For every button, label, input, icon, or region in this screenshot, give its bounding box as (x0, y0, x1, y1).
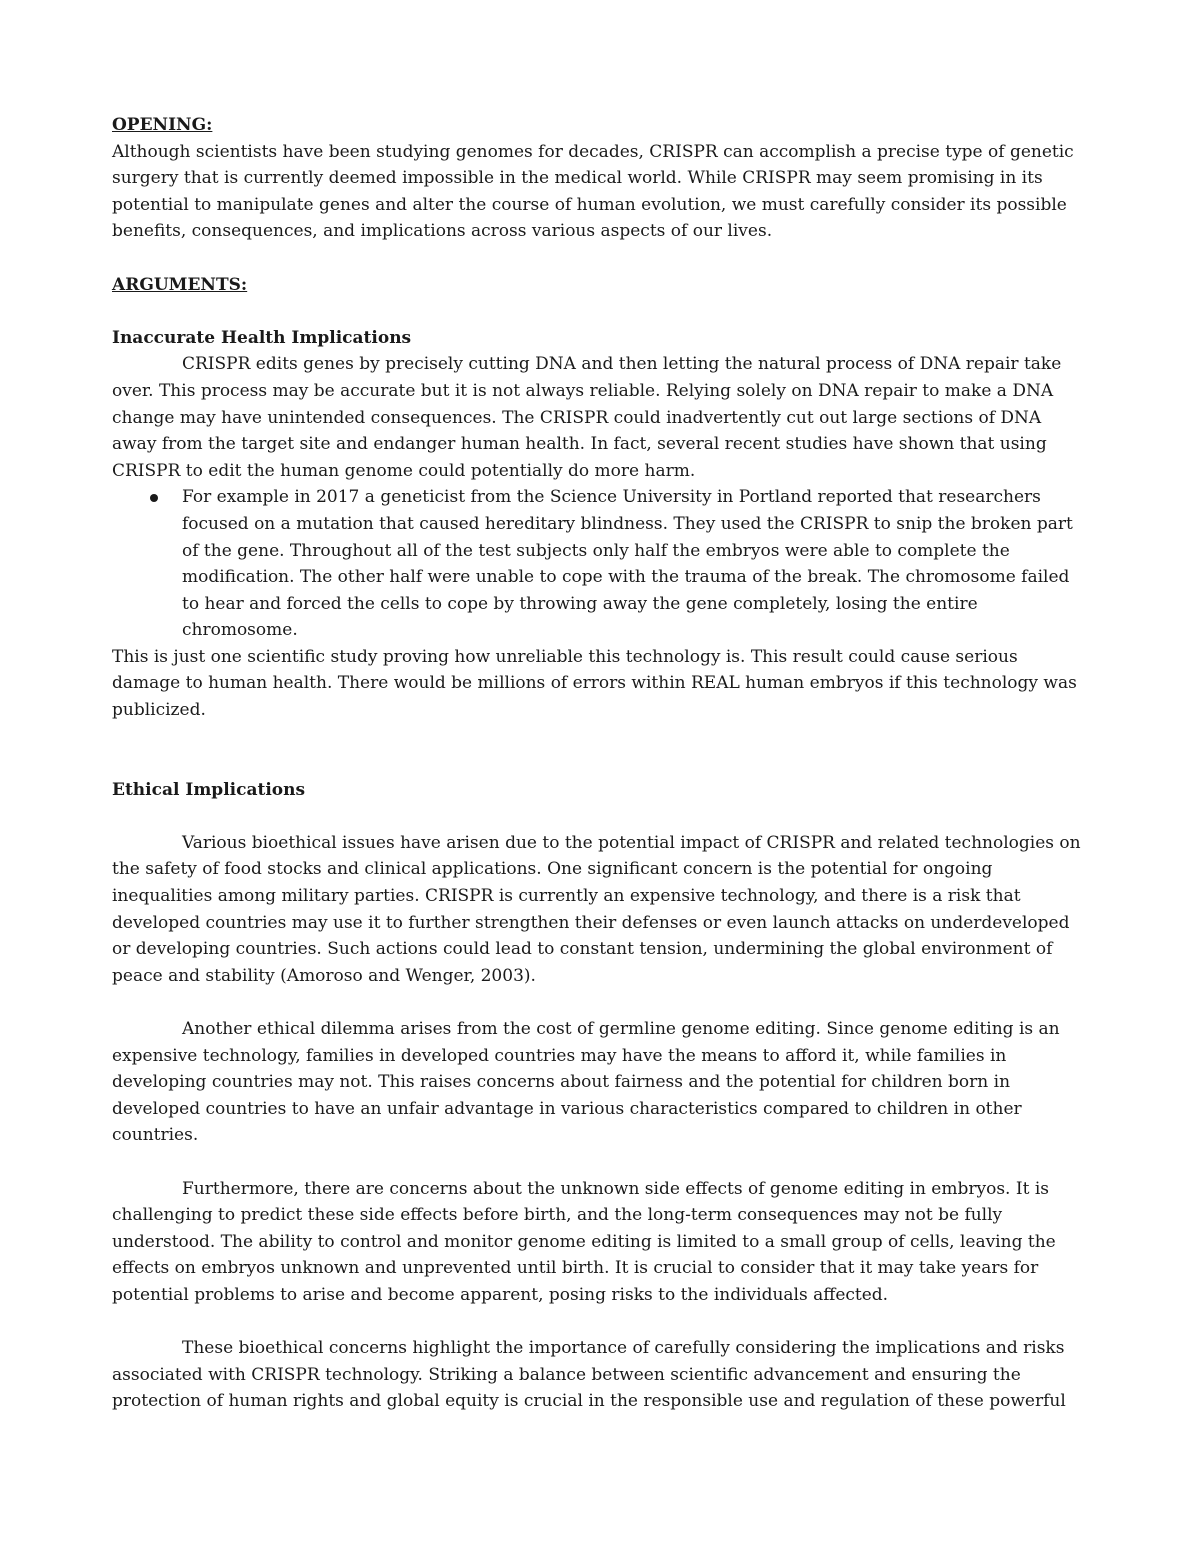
health-implications-paragraph: CRISPR edits genes by precisely cutting DNA and then letting the natural process of DNA repair take over. This process may be accurate but it is not always reliable. Relying solely on DNA repair to make a DNA change may have unintended consequences. The CRISPR could inadvertently cut out large sections of DNA away from the target site and endanger human health. In fact, several recent studies have shown that using CRISPR to edit the human genome could potentially do more harm. (112, 354, 1062, 481)
ethical-paragraph-4: These bioethical concerns highlight the importance of carefully considering the implications and risks associated with CRISPR technology. Striking a balance between scientific advancement and ensuring the protection of human rights and global equity is crucial in the responsible use and regulation of these powerful (112, 1338, 1066, 1412)
health-implications-conclusion: This is just one scientific study proving how unreliable this technology is. This result could cause serious damage to human health. There would be millions of errors within REAL human embryos if this technology was publicized. (112, 646, 1077, 721)
spacer (112, 1149, 1087, 1176)
spacer (112, 245, 1087, 272)
ethical-paragraph-1: Various bioethical issues have arisen due to the potential impact of CRISPR and related technologies on the safety of food stocks and clinical applications. One significant concern is the potential for ongoing inequalities among military parties. CRISPR is currently an expensive technology, and there is a risk that developed countries may use it to further strengthen their defenses or even launch attacks on underdeveloped or developing countries. Such actions could lead to constant tension, undermining the global environment of peace and stability (Amoroso and Wenger, 2003). (112, 832, 1081, 986)
list-item-text: For example in 2017 a geneticist from the Science University in Portland reported that researchers focused on a mutation that caused hereditary blindness. They used the CRISPR to snip the broken part of the gene. Throughout all of the test subjects only half the embryos were able to complete the modification. The other half were unable to cope with the trauma of the break. The chromosome failed to hear and forced the cells to cope by throwing away the gene completely, losing the entire chromosome. (182, 487, 1073, 641)
ethical-paragraph-3: Furthermore, there are concerns about the unknown side effects of genome editing in embryos. It is challenging to predict these side effects before birth, and the long-term consequences may not be fully understood. The ability to control and monitor genome editing is limited to a small group of cells, leaving the effects on embryos unknown and unprevented until birth. It is crucial to consider that it may take years for potential problems to arise and become apparent, posing risks to the individuals affected. (112, 1178, 1056, 1305)
ethical-implications-title: Ethical Implications (112, 779, 306, 800)
opening-heading: OPENING: (112, 115, 213, 135)
health-implications-title: Inaccurate Health Implications (112, 327, 412, 348)
opening-paragraph: Although scientists have been studying genomes for decades, CRISPR can accomplish a precise type of genetic surgery that is currently deemed impossible in the medical world. While CRISPR may seem promising in its potential to manipulate genes and alter the course of human evolution, we must carefully consider its possible benefits, consequences, and implications across various aspects of our lives. (112, 141, 1074, 242)
spacer (112, 803, 1087, 830)
ethical-paragraph-2: Another ethical dilemma arises from the cost of germline genome editing. Since genome editing is an expensive technology, families in developed countries may have the means to afford it, while families in developing countries may not. This raises concerns about fairness and the potential for children born in developed countries to have an unfair advantage in various characteristics compared to children in other countries. (112, 1019, 1060, 1146)
list-item (112, 484, 1087, 644)
document-page (112, 112, 1087, 1415)
spacer (112, 724, 1087, 777)
spacer (112, 989, 1087, 1016)
spacer (112, 298, 1087, 325)
arguments-heading: ARGUMENTS: (112, 274, 248, 295)
health-example-list (112, 484, 1087, 644)
bullet-icon (150, 494, 158, 502)
spacer (112, 1309, 1087, 1336)
